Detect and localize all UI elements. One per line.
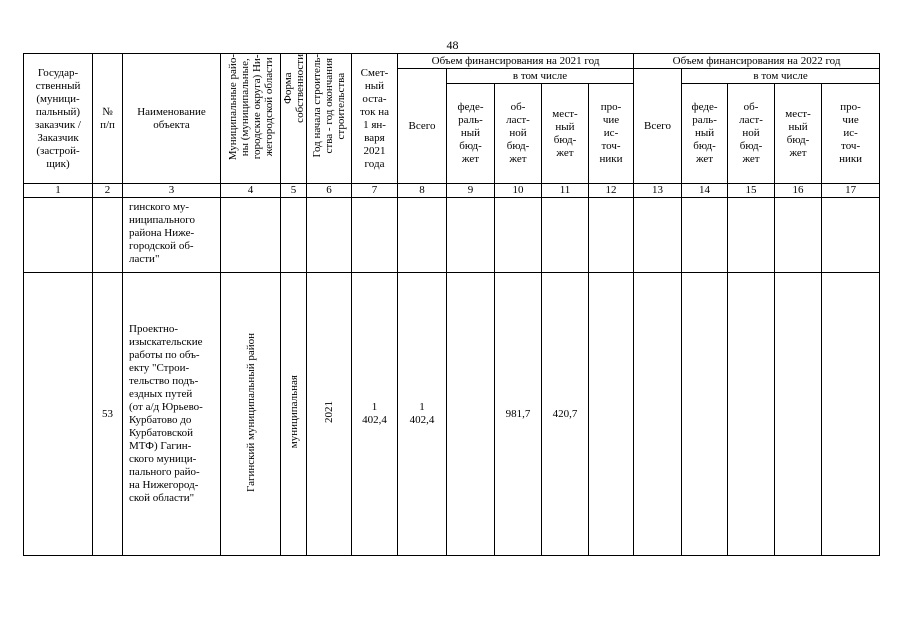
cell-object-name: Проектно- изыскательские работы по объ- екту "Строи- тельство подъ- ездных путей (от а/д Юрьево- Курбатово до Курбатовской МТФ) Гагин- ского муници- пального райо- на Нижегород- ской области": [123, 273, 221, 556]
column-number: 2: [93, 184, 123, 198]
header-total-2021: Всего: [398, 69, 447, 184]
header-including-2022: в том числе: [682, 69, 880, 84]
column-number: 14: [682, 184, 728, 198]
column-number: 7: [352, 184, 398, 198]
header-ownership: Форма собственности: [281, 54, 307, 184]
column-number: 8: [398, 184, 447, 198]
cell-federal-2021: [447, 273, 495, 556]
header-district: Муниципальные райо- ны (муниципальные, городские округа) Ни- жегородской области: [221, 54, 281, 184]
column-number: 15: [728, 184, 775, 198]
table-row: [24, 198, 880, 273]
header-num: № п/п: [93, 54, 123, 184]
cell-local-2021: [542, 198, 589, 273]
header-total-2022: Всего: [634, 69, 682, 184]
header-remainder: Смет- ный оста- ток на 1 ян- варя 2021 года: [352, 54, 398, 184]
cell-federal-2022: [682, 198, 728, 273]
cell-num: 53: [93, 273, 123, 556]
cell-regional-2022: [728, 273, 775, 556]
cell-num: [93, 198, 123, 273]
cell-ownership: муниципальная: [281, 273, 307, 556]
cell-other-2021: [589, 198, 634, 273]
page-number: 48: [446, 38, 459, 52]
header-customer: Государ- ственный (муници- пальный) заказчик / Заказчик (застрой- щик): [24, 54, 93, 184]
column-number: 5: [281, 184, 307, 198]
cell-customer: [24, 273, 93, 556]
cell-total-2022: [634, 198, 682, 273]
cell-other-2021: [589, 273, 634, 556]
header-including-2021: в том числе: [447, 69, 634, 84]
cell-total-2021: 1 402,4: [398, 273, 447, 556]
cell-local-2022: [775, 198, 822, 273]
column-number: 9: [447, 184, 495, 198]
column-number: 13: [634, 184, 682, 198]
header-other-2021: про- чие ис- точ- ники: [589, 84, 634, 184]
cell-other-2022: [822, 198, 880, 273]
cell-regional-2021: 981,7: [495, 273, 542, 556]
cell-remainder: 1 402,4: [352, 273, 398, 556]
column-number: 1: [24, 184, 93, 198]
column-number: 11: [542, 184, 589, 198]
cell-years: [307, 198, 352, 273]
header-years: Год начала строитель- ства - год окончания строительства: [307, 54, 352, 184]
cell-federal-2021: [447, 198, 495, 273]
cell-other-2022: [822, 273, 880, 556]
cell-district: [221, 198, 281, 273]
cell-federal-2022: [682, 273, 728, 556]
cell-customer: [24, 198, 93, 273]
cell-local-2022: [775, 273, 822, 556]
header-regional-2022: об- ласт- ной бюд- жет: [728, 84, 775, 184]
cell-years: 2021: [307, 273, 352, 556]
cell-total-2021: [398, 198, 447, 273]
header-regional-2021: об- ласт- ной бюд- жет: [495, 84, 542, 184]
column-number: 4: [221, 184, 281, 198]
column-number: 16: [775, 184, 822, 198]
column-number: 12: [589, 184, 634, 198]
header-fin-2021: Объем финансирования на 2021 год: [398, 54, 634, 69]
cell-object-name: гинского му- ниципального района Ниже- городской об- ласти": [123, 198, 221, 273]
header-local-2022: мест- ный бюд- жет: [775, 84, 822, 184]
cell-remainder: [352, 198, 398, 273]
header-federal-2022: феде- раль- ный бюд- жет: [682, 84, 728, 184]
column-number: 17: [822, 184, 880, 198]
financing-table: [23, 53, 880, 556]
cell-total-2022: [634, 273, 682, 556]
column-number: 6: [307, 184, 352, 198]
header-object-name: Наименование объекта: [123, 54, 221, 184]
column-number: 3: [123, 184, 221, 198]
cell-ownership: [281, 198, 307, 273]
cell-local-2021: 420,7: [542, 273, 589, 556]
header-local-2021: мест- ный бюд- жет: [542, 84, 589, 184]
cell-regional-2022: [728, 198, 775, 273]
header-federal-2021: феде- раль- ный бюд- жет: [447, 84, 495, 184]
column-number: 10: [495, 184, 542, 198]
table-row: [24, 273, 880, 556]
header-other-2022: про- чие ис- точ- ники: [822, 84, 880, 184]
cell-district: Гагинский муниципальный район: [221, 273, 281, 556]
column-number-row: [24, 184, 880, 198]
header-fin-2022: Объем финансирования на 2022 год: [634, 54, 880, 69]
cell-regional-2021: [495, 198, 542, 273]
